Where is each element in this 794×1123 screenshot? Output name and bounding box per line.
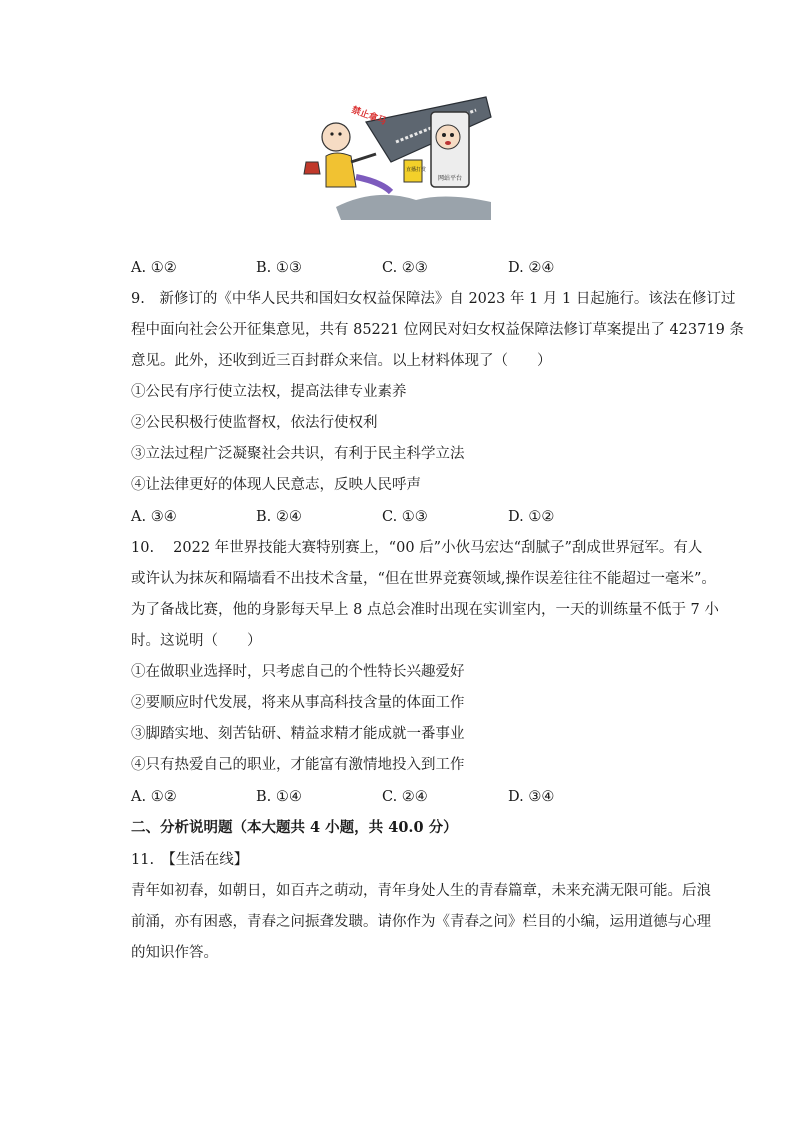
q9-stem-line-1: 9. 新修订的《中华人民共和国妇女权益保障法》自 2023 年 1 月 1 日起施行。该法在修订过 [131, 291, 736, 307]
stone-slab [366, 97, 491, 162]
q10-option-b: B. ①④ [256, 789, 302, 805]
box-label: 直播打赏 [406, 167, 427, 173]
q8-option-d: D. ②④ [508, 260, 555, 276]
q10-option-c: C. ②④ [382, 789, 428, 805]
q10-stem-line-2: 或许认为抹灰和隔墙看不出技术含量，“但在世界竞赛领域,操作误差往往不能超过一毫米”。 [131, 571, 716, 587]
board-label: 网站平台 [438, 175, 463, 182]
q9-item-2: ②公民积极行使监督权，依法行使权利 [131, 415, 378, 431]
handbag [304, 162, 320, 174]
frightened-face [436, 125, 460, 149]
q9-option-a: A. ③④ [131, 509, 177, 525]
q9-options [131, 507, 651, 527]
q9-stem-line-2: 程中面向社会公开征集意见，共有 85221 位网民对妇女权益保障法修订草案提出了 423719 条 [131, 322, 744, 338]
q10-item-2: ②要顺应时代发展，将来从事高科技含量的体面工作 [131, 695, 465, 711]
q11-line-1: 青年如初春，如朝日，如百卉之萌动，青年身处人生的青春篇章，未来充满无限可能。后浪 [131, 883, 711, 899]
section-2-title: 二、分析说明题（本大题共 4 小题，共 40.0 分） [131, 819, 458, 836]
q8-option-b: B. ①③ [256, 260, 302, 276]
man-arm [351, 154, 376, 162]
man-head [322, 123, 350, 151]
q10-item-4: ④只有热爱自己的职业，才能富有激情地投入到工作 [131, 757, 465, 773]
q11-title: 11. 【生活在线】 [131, 852, 249, 868]
q10-stem-line-4: 时。这说明（ ） [131, 633, 262, 649]
q11-line-2: 前涌，亦有困惑，青春之问振聋发聩。请你作为《青春之问》栏目的小编，运用道德与心理 [131, 914, 711, 930]
q8-option-c: C. ②③ [382, 260, 428, 276]
q10-option-d: D. ③④ [508, 789, 555, 805]
q11-line-3: 的知识作答。 [131, 945, 218, 961]
q10-stem-line-3: 为了备战比赛，他的身影每天早上 8 点总会准时出现在实训室内，一天的训练量不低于 7 小 [131, 602, 719, 618]
man-leg [356, 177, 391, 192]
q9-item-4: ④让法律更好的体现人民意志，反映人民呼声 [131, 477, 421, 493]
q9-option-d: D. ①② [508, 509, 555, 525]
q9-item-3: ③立法过程广泛凝聚社会共识，有利于民主科学立法 [131, 446, 465, 462]
q10-option-a: A. ①② [131, 789, 177, 805]
q9-item-1: ①公民有序行使立法权，提高法律专业素养 [131, 384, 407, 400]
q9-option-c: C. ①③ [382, 509, 428, 525]
q9-stem-line-3: 意见。此外，还收到近三百封群众来信。以上材料体现了（ ） [131, 353, 552, 369]
sign-label: 禁止拿马 [349, 105, 388, 128]
q9-option-b: B. ②④ [256, 509, 302, 525]
q8-options [131, 258, 651, 278]
q8-option-a: A. ①② [131, 260, 177, 276]
q10-item-3: ③脚踏实地、刻苦钻研、精益求精才能成就一番事业 [131, 726, 465, 742]
man-body [326, 153, 356, 187]
q10-stem-line-1: 10. 2022 年世界技能大赛特别赛上，“00 后”小伙马宏达“刮腻子”刮成世界冠军。有人 [131, 540, 703, 556]
q10-item-1: ①在做职业选择时，只考虑自己的个性特长兴趣爱好 [131, 664, 465, 680]
rubble-shape [336, 195, 491, 220]
illustration-cartoon [296, 92, 496, 222]
q10-options [131, 787, 651, 807]
